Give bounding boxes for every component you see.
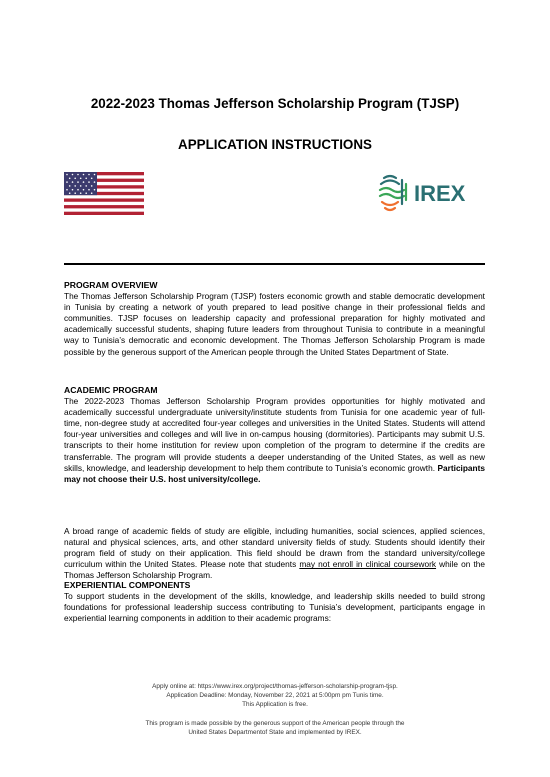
irex-logo [378, 170, 484, 214]
section-paragraph: The 2022-2023 Thomas Jefferson Scholarship Program provides opportunities for highly motivated and academically successful undergraduate university/institute students from Tunisia for one academic year of full-time, non-degree study at accredited four-year colleges and universities in the United States. Students will attend four-year universities and colleges and will live in on-campus housing (dormitories). Participants may submit U.S. transcripts to their home institution for review upon completion of the program to determine if the credits are transferrable. The program will provide students a deeper understanding of the United States, as well as new skills, knowledge, and leadership development to help them contribute to Tunisia’s economic growth. Participants may not choose their U.S. host university/college. [64, 396, 485, 484]
document-title: 2022-2023 Thomas Jefferson Scholarship Program (TJSP) [90, 96, 460, 111]
section-paragraph: To support students in the development of the skills, knowledge, and leadership skills needed to build strong foundations for professional leadership success contributing to Tunisia’s development, participants engage in experiential learning components in addition to their academic programs: [64, 591, 485, 624]
section-heading: PROGRAM OVERVIEW [64, 280, 158, 290]
irex-logo-text: IREX [414, 181, 466, 206]
section-fields-of-study [64, 526, 485, 581]
section-program-overview [64, 280, 485, 358]
section-paragraph: The Thomas Jefferson Scholarship Program (TJSP) fosters economic growth and stable democratic development in Tunisia by creating a network of youth prepared to lead positive change in their professional fields and communities. TJSP focuses on leadership capacity and professional preparation for highly motivated and academically successful students, shaping future leaders from throughout Tunisia to contribute in a meaningful way to Tunisia’s democratic and economic development. The Thomas Jefferson Scholarship Program is made possible by the generous support of the American people through the United States Department of State. [64, 291, 485, 357]
underlined-notice: may not enroll in clinical coursework [299, 559, 437, 570]
section-experiential-components [64, 580, 485, 624]
section-paragraph: A broad range of academic fields of study are eligible, including humanities, social sciences, applied sciences, natural and physical sciences, arts, and other standard university fields of study. Students should identify their program field of study on their application. This field should be drawn from the standard university/college curriculum within the United States. Please note that students may not enroll in clinical coursework while on the Thomas Jefferson Scholarship Program. [64, 526, 485, 581]
apply-online-link[interactable]: Apply online at: https://www.irex.org/project/thomas-jefferson-scholarship-program-tjsp. [152, 683, 398, 690]
footer-credits [0, 720, 550, 738]
section-heading: ACADEMIC PROGRAM [64, 385, 158, 395]
footer-apply-info [0, 683, 550, 709]
section-divider [64, 263, 485, 265]
footer-credit-line: United States Departmentof State and implemented by IREX. [188, 728, 362, 736]
footer-credit-line: This program is made possible by the generous support of the American people through the [145, 720, 405, 727]
bold-notice: Participants may not choose their U.S. host university/college. [64, 462, 485, 484]
document-subtitle: APPLICATION INSTRUCTIONS [178, 137, 372, 152]
section-academic-program [64, 385, 485, 485]
section-heading: EXPERIENTIAL COMPONENTS [64, 580, 191, 590]
us-flag-icon [64, 172, 144, 215]
application-deadline: Application Deadline: Monday, November 22, 2021 at 5:00pm pm Tunis time. [166, 691, 384, 699]
application-fee-note: This Application is free. [242, 700, 308, 708]
